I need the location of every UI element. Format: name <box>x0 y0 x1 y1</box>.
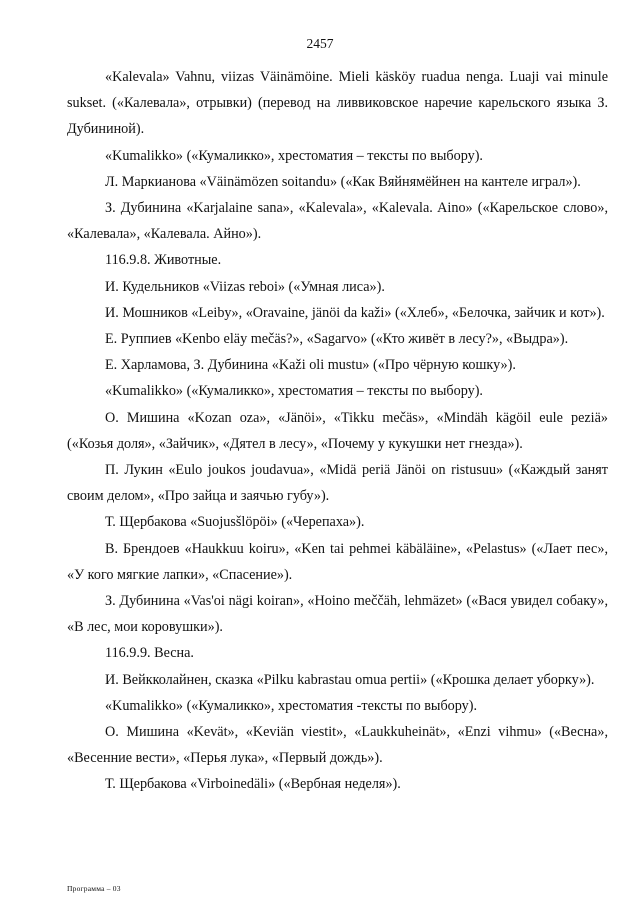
paragraph: «Kalevala» Vahnu, viizas Väinämöine. Mieli käsköy ruadua nenga. Luaji vai minule sukset. («Калевала», отрывки) (перевод на ливвиковское наречие карельского языка З. Дубининой). <box>67 69 608 138</box>
paragraph: П. Лукин «Eulo joukos joudavua», «Midä periä Jänöi on ristusuu» («Каждый занят своим делом», «Про зайца и заячью губу»). <box>67 462 608 505</box>
page-number: 2457 <box>306 36 334 51</box>
paragraph: Л. Маркианова «Väinämözen soitandu» («Как Вяйнямёйнен на кантеле играл»). <box>105 173 581 190</box>
paragraph: Е. Руппиев «Kenbo eläy mečäs?», «Sagarvo» («Кто живёт в лесу?», «Выдра»). <box>105 331 569 348</box>
paragraph: И. Кудельников «Viizas reboi» («Умная лиса»). <box>105 278 385 295</box>
page-footer: Программа – 03 <box>67 884 121 893</box>
paragraph: Т. Щербакова «Virboinedäli» («Вербная неделя»). <box>105 776 401 793</box>
paragraph: И. Мошников «Leiby», «Oravaine, jänöi da kaži» («Хлеб», «Белочка, зайчик и кот»). <box>105 304 605 321</box>
paragraph: Т. Щербакова «Suojusšlöpöi» («Черепаха»). <box>105 514 365 531</box>
paragraph: И. Вейкколайнен, сказка «Pilku kabrastau omua pertii» («Крошка делает уборку»). <box>105 671 595 688</box>
paragraph: Е. Харламова, З. Дубинина «Kaži oli mustu» («Про чёрную кошку»). <box>105 357 516 374</box>
document-body <box>67 64 608 798</box>
paragraph: «Kumalikko» («Кумаликко», хрестоматия – тексты по выбору). <box>105 383 483 400</box>
paragraph: О. Мишина «Kozan oza», «Jänöi», «Tikku mečäs», «Mindäh kägöil eule peziä» («Козья доля», «Зайчик», «Дятел в лесу», «Почему у кукушки нет гнезда»). <box>67 409 608 452</box>
paragraph: «Kumalikko» («Кумаликко», хрестоматия – тексты по выбору). <box>105 147 483 164</box>
section-heading: 116.9.8. Животные. <box>105 252 222 269</box>
paragraph: «Kumalikko» («Кумаликко», хрестоматия -тексты по выбору). <box>105 697 478 714</box>
paragraph: З. Дубинина «Vas'oi nägi koiran», «Hoino meččäh, lehmäzet» («Вася увидел собаку», «В лес, мои коровушки»). <box>67 593 608 636</box>
section-heading: 116.9.9. Весна. <box>105 645 194 662</box>
paragraph: О. Мишина «Kevät», «Keviän viestit», «Laukkuheinät», «Enzi vihmu» («Весна», «Весенние вести», «Перья лука», «Первый дождь»). <box>67 724 608 767</box>
paragraph: В. Брендоев «Haukkuu koiru», «Ken tai pehmei käbäläine», «Pelastus» («Лает пес», «У кого мягкие лапки», «Спасение»). <box>67 540 608 583</box>
paragraph: З. Дубинина «Karjalaine sana», «Kalevala», «Kalevala. Aino» («Карельское слово», «Калевала», «Калевала. Айно»). <box>67 200 608 243</box>
